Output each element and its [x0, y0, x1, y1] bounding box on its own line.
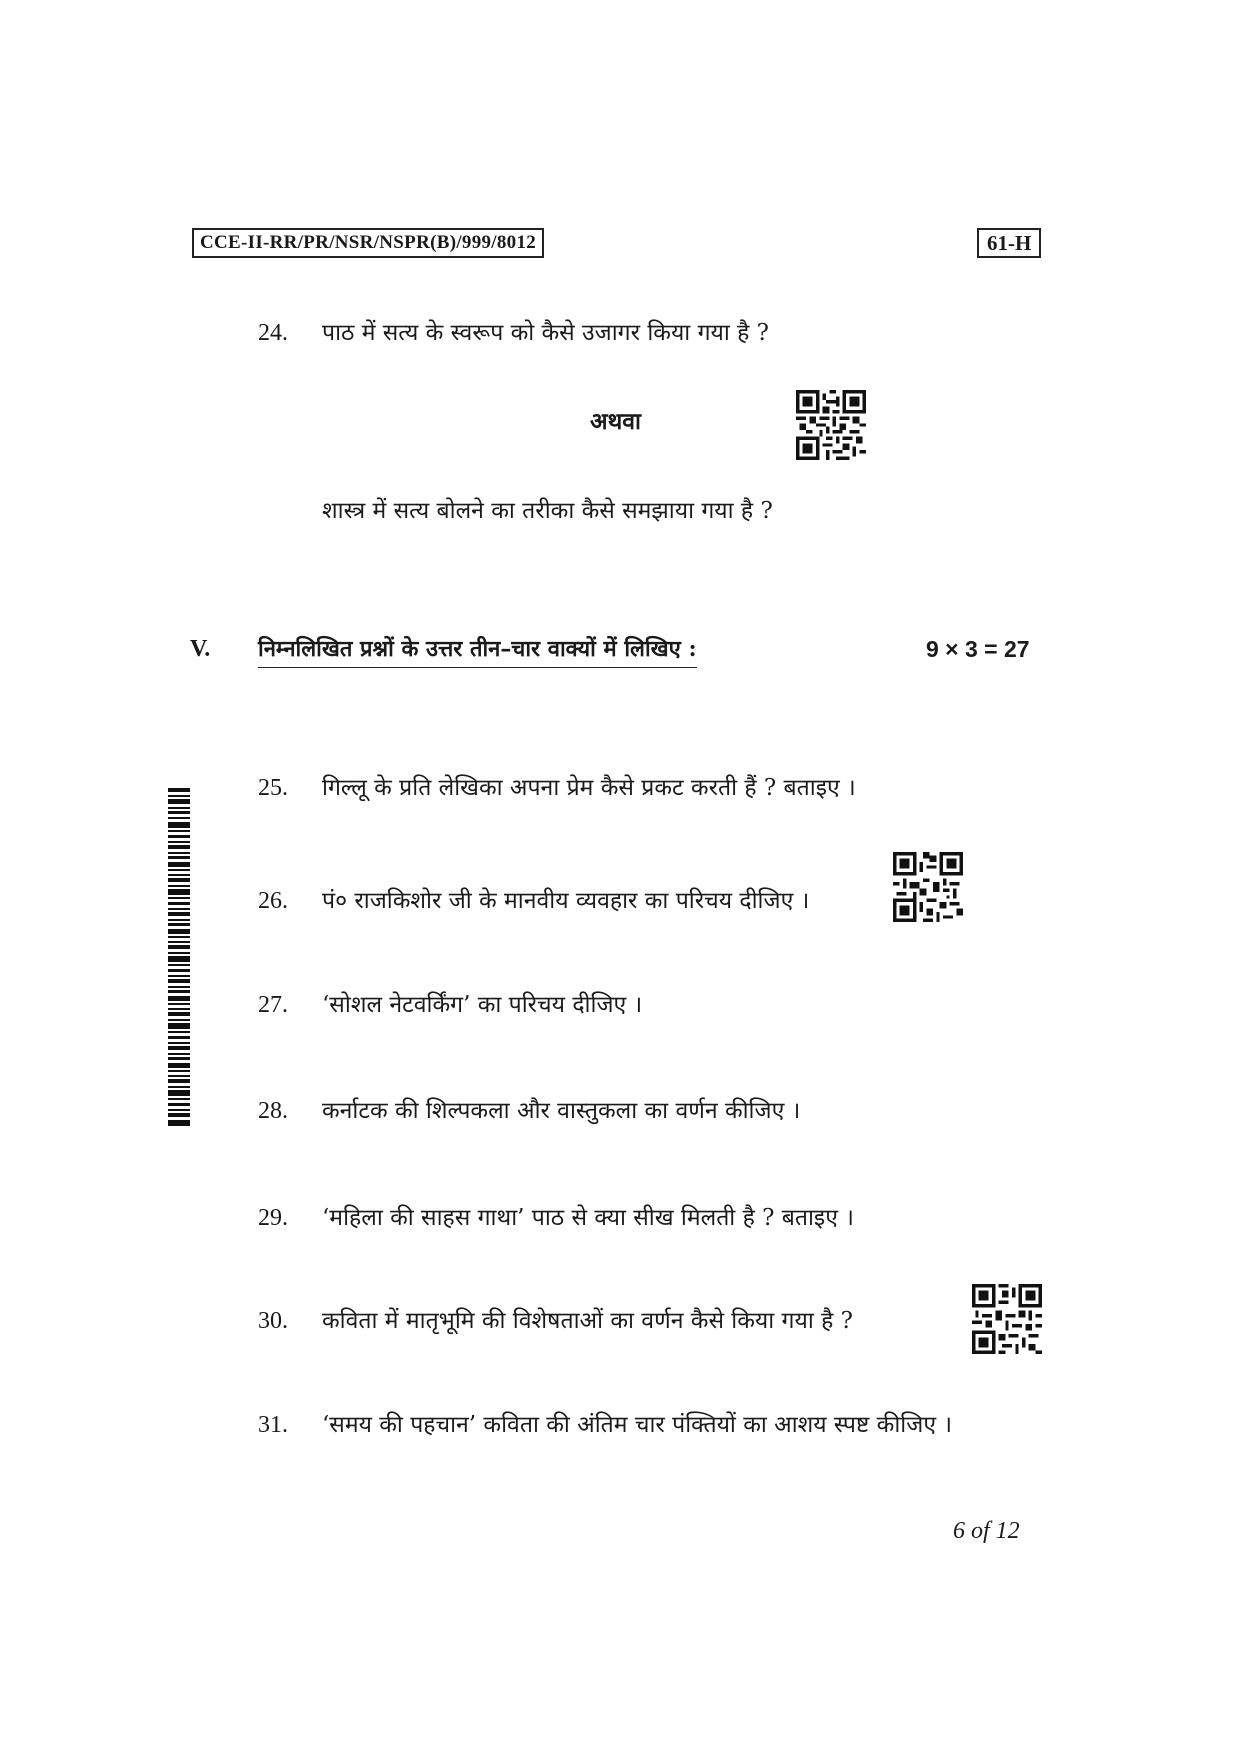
qr-code-icon [972, 1284, 1042, 1354]
question-27 [258, 990, 642, 1020]
question-text: ‘समय की पहचान’ कविता की अंतिम चार पंक्तियों का आशय स्पष्ट कीजिए । [322, 1412, 953, 1438]
question-text: ‘सोशल नेटवर्किंग’ का परिचय दीजिए । [322, 992, 643, 1018]
qr-code-icon [796, 390, 866, 460]
question-text: पं० राजकिशोर जी के मानवीय व्यवहार का परिचय दीजिए । [322, 888, 810, 914]
question-paper-code: CCE-II-RR/PR/NSR/NSPR(B)/999/8012 [192, 228, 544, 258]
or-label: अथवा [590, 408, 642, 435]
question-number: 26. [258, 888, 288, 914]
qr-code-icon [893, 852, 963, 922]
barcode-icon [168, 788, 190, 1126]
question-number: 28. [258, 1098, 288, 1124]
question-number: 24. [258, 320, 288, 346]
question-30 [258, 1306, 853, 1336]
question-31 [258, 1410, 952, 1440]
question-26 [258, 886, 809, 916]
question-text: गिल्लू के प्रति लेखिका अपना प्रेम कैसे प्रकट करती हैं ? बताइए । [322, 775, 856, 801]
page-number: 6 of 12 [953, 1518, 1020, 1544]
question-text: कर्नाटक की शिल्पकला और वास्तुकला का वर्णन कीजिए । [322, 1098, 801, 1124]
question-number: 31. [258, 1412, 288, 1438]
question-25 [258, 773, 856, 803]
question-number: 27. [258, 992, 288, 1018]
section-marks: 9 × 3 = 27 [926, 636, 1030, 662]
question-24 [258, 318, 769, 348]
question-text: कविता में मातृभूमि की विशेषताओं का वर्णन कैसे किया गया है ? [322, 1308, 853, 1334]
paper-number: 61-H [977, 228, 1041, 258]
question-29 [258, 1203, 854, 1233]
question-text: पाठ में सत्य के स्वरूप को कैसे उजागर किया गया है ? [322, 320, 769, 346]
section-number: V. [190, 636, 211, 662]
question-number: 30. [258, 1308, 288, 1334]
question-number: 25. [258, 775, 288, 801]
question-28 [258, 1096, 800, 1126]
question-text: ‘महिला की साहस गाथा’ पाठ से क्या सीख मिलती है ? बताइए । [322, 1205, 854, 1231]
question-24-alternative: शास्त्र में सत्य बोलने का तरीका कैसे समझाया गया है ? [322, 498, 773, 524]
question-number: 29. [258, 1205, 288, 1231]
section-instruction: निम्नलिखित प्रश्नों के उत्तर तीन–चार वाक्यों में लिखिए : [258, 633, 697, 668]
